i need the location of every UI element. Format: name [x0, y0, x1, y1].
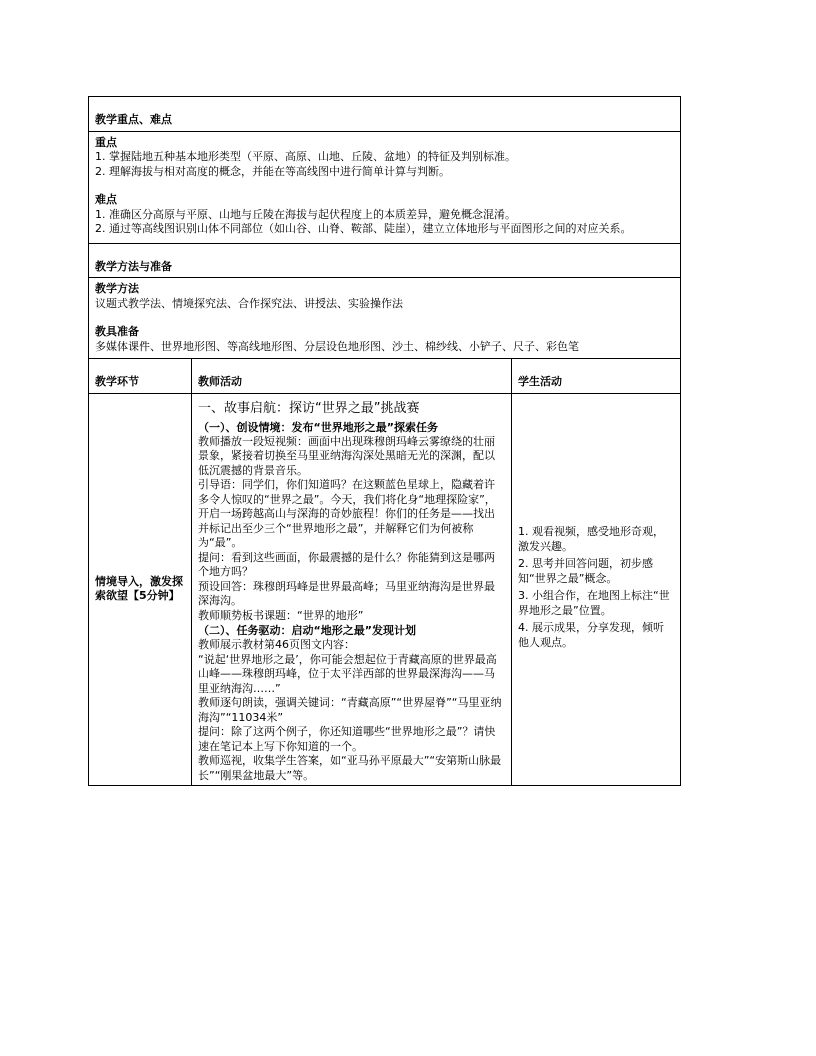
- teacher-paragraph: 引导语：同学们，你们知道吗？在这颗蓝色星球上，隐藏着许多令人惊叹的“世界之最”。今天，我们将化身“地理探险家”，开启一场跨越高山与深海的奇妙旅程！你们的任务是——找出并标记出至少三个“世界地形之最”，并解释它们为何被称为“最”。: [198, 478, 496, 549]
- teacher-paragraph: 提问：看到这些画面，你最震撼的是什么？你能猜到这是哪两个地方吗？: [198, 550, 495, 578]
- teacher-paragraph: 预设回答：珠穆朗玛峰是世界最高峰；马里亚纳海沟是世界最深海沟。: [198, 579, 495, 607]
- focus-body-row: [89, 131, 681, 243]
- teacher-paragraph: 教师顺势板书课题：“世界的地形”: [198, 608, 364, 622]
- difficult-points-heading: 难点: [95, 193, 117, 206]
- teacher-paragraph: 提问：除了这两个例子，你还知道哪些“世界地形之最”？请快速在笔记本上写下你知道的一个。: [198, 725, 496, 753]
- method-section-title: 教学方法与准备: [89, 243, 681, 278]
- methods-heading: 教学方法: [95, 282, 139, 295]
- tools-heading: 教具准备: [95, 325, 139, 338]
- key-points-heading: 重点: [95, 135, 117, 149]
- teacher-paragraph: 教师展示教材第46页图文内容：: [198, 638, 355, 651]
- lesson-plan-table: [88, 96, 681, 786]
- teacher-paragraph: 教师播放一段短视频：画面中出现珠穆朗玛峰云雾缭绕的壮丽景象，紧接着切换至马里亚纳海沟深处黑暗无光的深渊，配以低沉震撼的背景音乐。: [198, 434, 495, 477]
- process-header-row: [89, 359, 681, 394]
- focus-section-title: 教学重点、难点: [89, 97, 681, 132]
- methods-text: 议题式教学法、情境探究法、合作探究法、讲授法、实验操作法: [95, 296, 403, 310]
- difficult-point-item: 2. 通过等高线图识别山体不同部位（如山谷、山脊、鞍部、陡崖），建立立体地形与平面图形之间的对应关系。: [95, 222, 632, 235]
- student-activity-item: 1. 观看视频，感受地形奇观，激发兴趣。: [518, 525, 664, 553]
- stage-label: 情境导入，激发探索欲望【5分钟】: [89, 393, 192, 786]
- focus-title-row: [89, 97, 681, 132]
- tools-text: 多媒体课件、世界地形图、等高线地形图、分层设色地形图、沙土、棉纱线、小铲子、尺子、彩色笔: [95, 339, 579, 353]
- teacher-paragraph: 教师巡视，收集学生答案，如“亚马孙平原最大”“安第斯山脉最长”“刚果盆地最大”等。: [198, 754, 502, 782]
- method-title-row: [89, 243, 681, 278]
- student-activity-item: 2. 思考并回答问题，初步感知“世界之最”概念。: [518, 557, 653, 585]
- method-body-row: [89, 278, 681, 359]
- key-point-item: 2. 理解海拔与相对高度的概念，并能在等高线图中进行简单计算与判断。: [95, 164, 450, 178]
- col-header-student: 学生活动: [512, 359, 681, 394]
- process-row: [89, 393, 681, 786]
- col-header-stage: 教学环节: [89, 359, 192, 394]
- step-heading: （一）、创设情境：发布“世界地形之最”探索任务: [198, 420, 438, 434]
- student-activity-item: 4. 展示成果，分享发现，倾听他人观点。: [518, 621, 664, 649]
- teacher-paragraph: “说起‘世界地形之最’，你可能会想起位于青藏高原的世界最高山峰——珠穆朗玛峰，位于太平洋西部的世界最深海沟——马里亚纳海沟……”: [198, 652, 497, 695]
- student-activity: [512, 393, 681, 786]
- focus-body: [89, 131, 681, 243]
- student-activity-item: 3. 小组合作，在地图上标注“世界地形之最”位置。: [518, 589, 670, 617]
- step-heading: （二）、任务驱动：启动“地形之最”发现计划: [198, 624, 416, 637]
- key-point-item: 1. 掌握陆地五种基本地形类型（平原、高原、山地、丘陵、盆地）的特征及判别标准。: [95, 150, 516, 163]
- method-body: [89, 278, 681, 359]
- teacher-activity: [192, 393, 512, 786]
- difficult-point-item: 1. 准确区分高原与平原、山地与丘陵在海拔与起伏程度上的本质差异，避免概念混淆。: [95, 207, 516, 221]
- stage-heading: 一、故事启航：探访“世界之最”挑战赛: [198, 400, 420, 416]
- col-header-teacher: 教师活动: [192, 359, 512, 394]
- teacher-paragraph: 教师逐句朗读，强调关键词：“青藏高原”“世界屋脊”“马里亚纳海沟”“11034米”: [198, 696, 502, 724]
